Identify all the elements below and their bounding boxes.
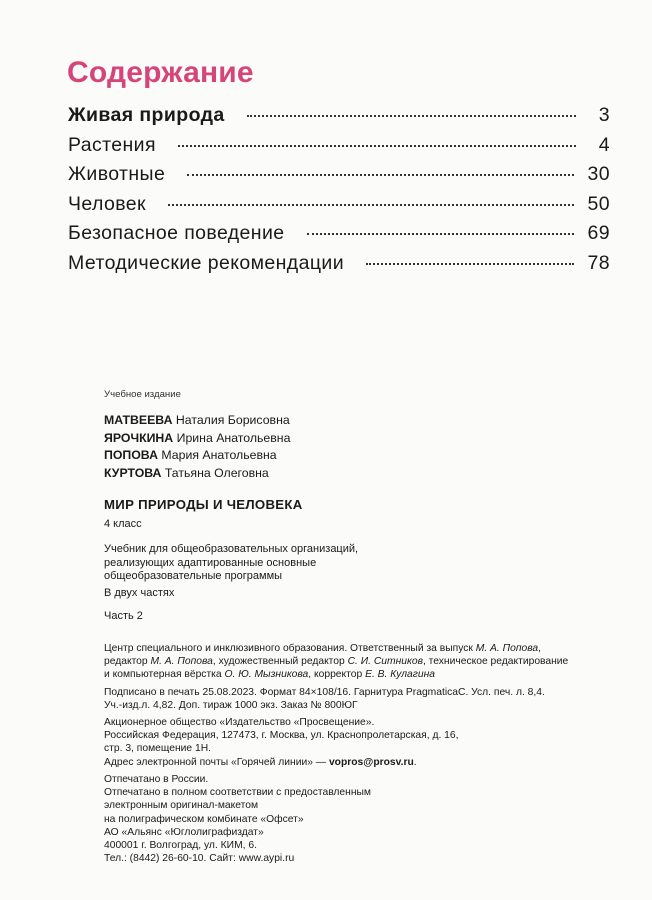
toc-entry bbox=[68, 104, 610, 134]
toc-entry-page: 78 bbox=[587, 251, 610, 274]
author bbox=[104, 430, 290, 448]
toc-entry bbox=[68, 163, 610, 193]
credits-text: , bbox=[538, 643, 541, 654]
part-number: Часть 2 bbox=[104, 610, 143, 622]
credits-person: Е. В. Кулагина bbox=[365, 669, 435, 681]
hotline-line bbox=[104, 756, 417, 769]
authors-list bbox=[104, 412, 290, 482]
credits-text: , художественный редактор bbox=[212, 656, 348, 668]
author-surname: КУРТОВА bbox=[104, 465, 162, 480]
credits-text: , техническое редактирование bbox=[422, 656, 569, 668]
grade: 4 класс bbox=[104, 518, 142, 530]
credits-line bbox=[104, 668, 568, 681]
toc-entry-label: Безопасное поведение bbox=[68, 222, 285, 245]
credits-text: редактор bbox=[104, 656, 151, 668]
book-description bbox=[104, 543, 358, 584]
author bbox=[104, 465, 290, 483]
toc-entry bbox=[68, 252, 610, 282]
toc-entry-label: Методические рекомендации bbox=[68, 251, 344, 274]
toc-entry-page: 30 bbox=[587, 163, 610, 186]
description-line: реализующих адаптированные основные bbox=[104, 556, 317, 569]
author-surname: МАТВЕЕВА bbox=[104, 413, 173, 427]
toc-entry-page: 69 bbox=[587, 222, 610, 245]
printing-line: Отпечатано в полном соответствии с предоставленным bbox=[104, 787, 372, 799]
printing-line: Отпечатано в России. bbox=[104, 774, 209, 785]
description-line: общеобразовательные программы bbox=[104, 570, 283, 582]
printing-line: АО «Альянс «Юглолиграфиздат» bbox=[104, 826, 264, 838]
center-credits bbox=[104, 642, 568, 682]
toc-leader-dots bbox=[307, 233, 574, 235]
credits-line bbox=[104, 655, 568, 668]
credits-person: С. И. Ситников bbox=[347, 656, 423, 668]
author bbox=[104, 447, 290, 465]
toc-entry bbox=[68, 193, 610, 223]
author-surname: ПОПОВА bbox=[104, 448, 158, 463]
parts-note: В двух частях bbox=[104, 587, 175, 599]
credits-person: М. А. Попова bbox=[475, 643, 539, 654]
toc-entry bbox=[68, 134, 610, 164]
author-name: Татьяна Олеговна bbox=[164, 465, 269, 480]
printing-line: электронным оригинал-макетом bbox=[104, 800, 259, 812]
toc-title: Содержание bbox=[67, 56, 254, 89]
print-info-line: Уч.-изд.л. 4,82. Доп. тираж 1000 экз. Заказ № 800ЮГ bbox=[104, 700, 358, 712]
table-of-contents bbox=[68, 104, 610, 282]
credits-text: , корректор bbox=[308, 669, 366, 681]
edition-type: Учебное издание bbox=[104, 389, 181, 400]
toc-leader-dots bbox=[178, 145, 576, 147]
publisher-line: стр. 3, помещение 1Н. bbox=[104, 743, 212, 755]
author bbox=[104, 412, 290, 430]
hotline-info bbox=[104, 756, 417, 769]
author-name: Ирина Анатольевна bbox=[176, 430, 291, 445]
credits-text: Центр специального и инклюзивного образования. Ответственный за выпуск bbox=[104, 643, 476, 654]
book-title: МИР ПРИРОДЫ И ЧЕЛОВЕКА bbox=[104, 497, 303, 512]
author-name: Мария Анатольевна bbox=[161, 448, 277, 463]
printing-line: Тел.: (8442) 26-60-10. Сайт: www.aypi.ru bbox=[104, 853, 295, 865]
toc-entry-page: 50 bbox=[587, 192, 610, 215]
toc-entry bbox=[68, 222, 610, 252]
toc-leader-dots bbox=[187, 174, 573, 176]
toc-leader-dots bbox=[168, 204, 574, 206]
hotline-email: vopros@prosv.ru bbox=[328, 757, 414, 768]
toc-entry-page: 4 bbox=[598, 133, 610, 156]
hotline-text: Адрес электронной почты «Горячей линии» — bbox=[104, 757, 329, 768]
credits-line bbox=[104, 642, 568, 655]
toc-entry-label: Человек bbox=[68, 192, 146, 215]
printing-info bbox=[104, 773, 371, 865]
toc-entry-page: 3 bbox=[598, 104, 610, 126]
printing-line: 400001 г. Волгоград, ул. КИМ, 6. bbox=[104, 840, 257, 852]
toc-leader-dots bbox=[366, 263, 574, 265]
credits-text: и компьютерная вёрстка bbox=[104, 669, 225, 681]
credits-person: М. А. Попова bbox=[150, 656, 213, 668]
publisher-line: Акционерное общество «Издательство «Просвещение». bbox=[104, 717, 375, 728]
printing-line: на полиграфическом комбинате «Офсет» bbox=[104, 813, 304, 825]
hotline-text: . bbox=[413, 757, 417, 768]
toc-entry-label: Животные bbox=[68, 163, 166, 186]
print-info bbox=[104, 686, 545, 712]
publisher-line: Российская Федерация, 127473, г. Москва, ул. Краснопролетарская, д. 16, bbox=[104, 730, 459, 742]
toc-leader-dots bbox=[247, 115, 576, 117]
credits-person: О. Ю. Мызникова bbox=[224, 669, 309, 681]
author-name: Наталия Борисовна bbox=[175, 413, 290, 427]
author-surname: ЯРОЧКИНА bbox=[104, 430, 174, 445]
publisher-info bbox=[104, 716, 459, 756]
toc-entry-label: Живая природа bbox=[68, 104, 225, 126]
print-info-line: Подписано в печать 25.08.2023. Формат 84×108/16. Гарнитура PragmaticaC. Усл. печ. л. 8,4. bbox=[104, 687, 545, 698]
description-line: Учебник для общеобразовательных организаций, bbox=[104, 543, 359, 555]
toc-entry-label: Растения bbox=[68, 133, 156, 156]
